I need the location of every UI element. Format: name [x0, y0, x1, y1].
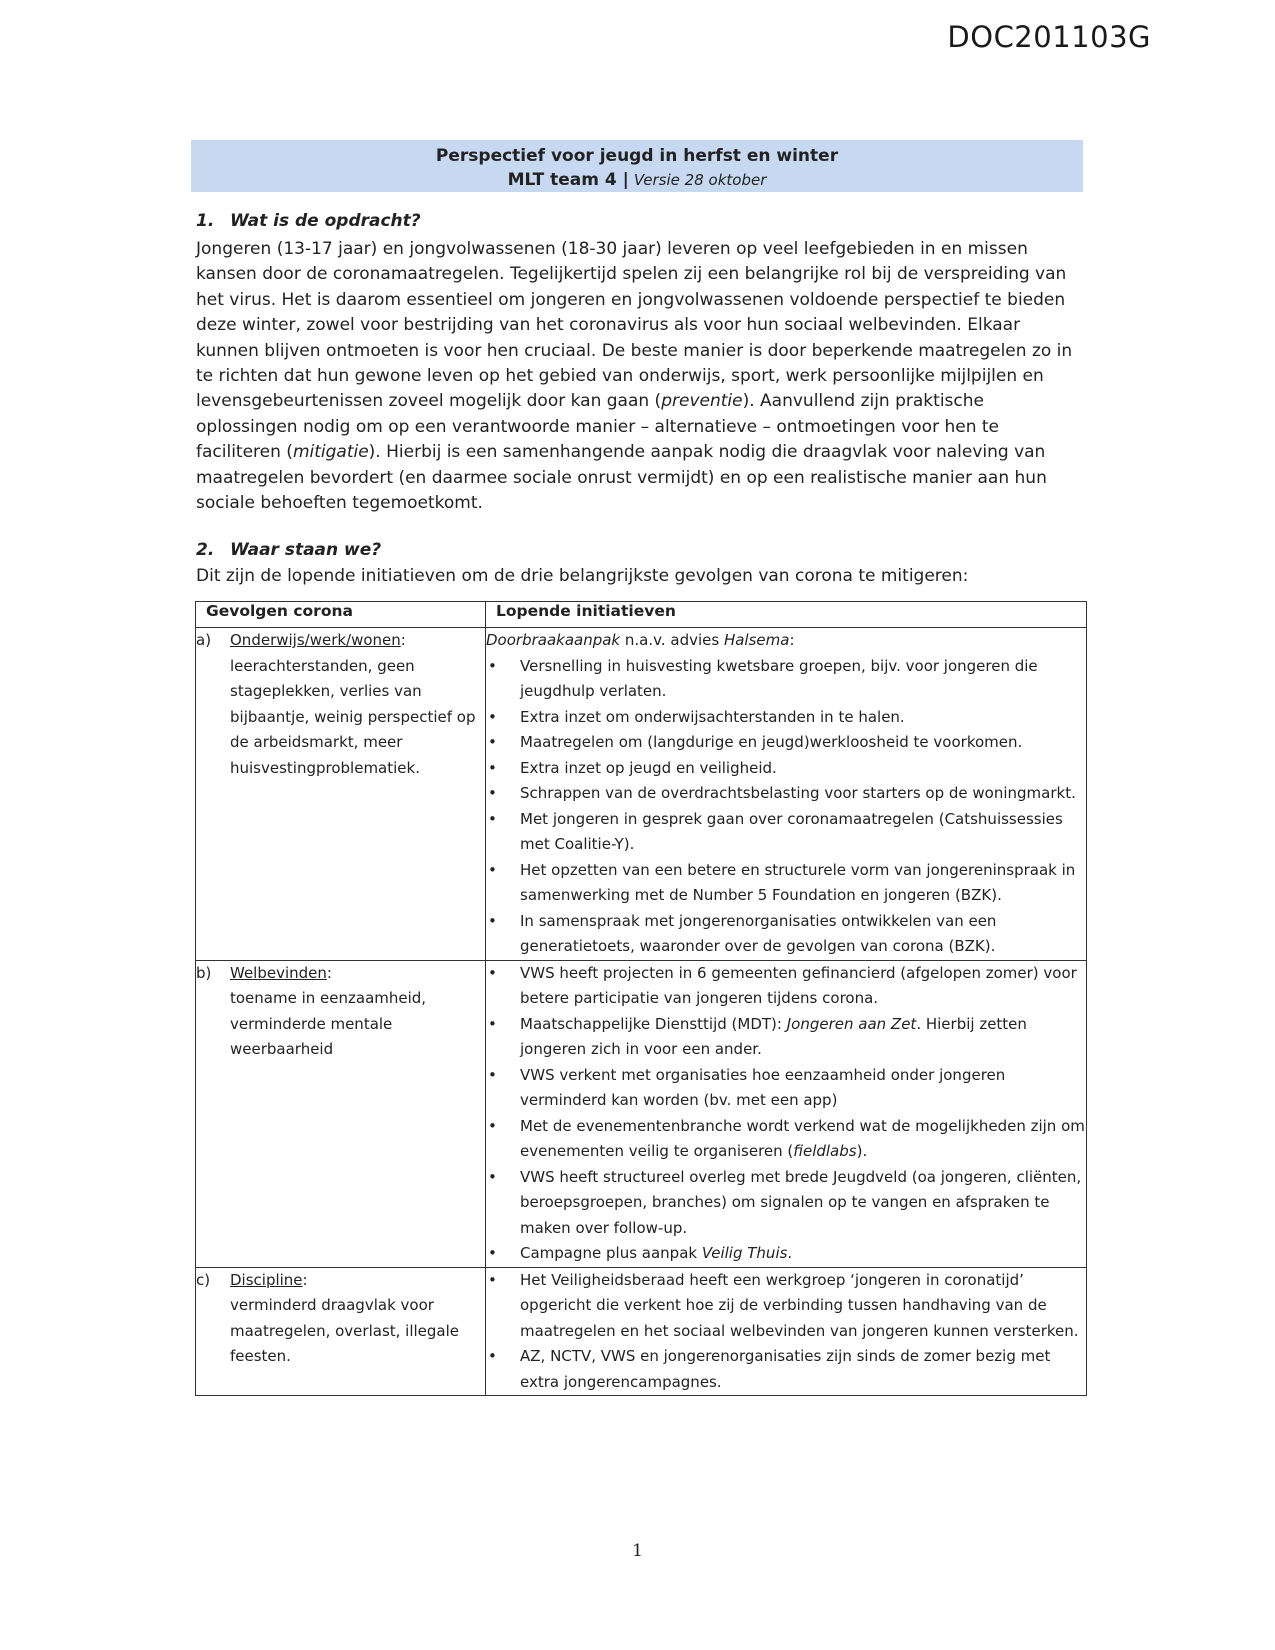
- list-item: • VWS verkent met organisaties hoe eenzaamheid onder jongeren verminderd kan worden (bv. met een app): [486, 1063, 1086, 1114]
- list-item: • VWS heeft structureel overleg met brede Jeugdveld (oa jongeren, cliënten, beroepsgroepen, branches) om signalen op te vangen en afspraken te maken over follow-up.: [486, 1165, 1086, 1242]
- list-item: • Schrappen van de overdrachtsbelasting voor starters op de woningmarkt.: [486, 781, 1086, 807]
- paragraph-text: ). Aanvullend zijn praktische oplossingen nodig om op een verantwoorde manier – alternatieve – ontmoetingen voor hen te faciliteren (: [196, 391, 1000, 463]
- category-title: Welbevinden: [230, 963, 327, 982]
- section-1-title: Wat is de opdracht?: [230, 211, 421, 231]
- team-label: MLT team 4 |: [507, 170, 629, 190]
- list-item: • Extra inzet om onderwijsachterstanden in te halen.: [486, 705, 1086, 731]
- row-letter: a): [196, 631, 212, 649]
- intro-text: n.a.v. advies: [620, 631, 724, 649]
- list-item: • Versnelling in huisvesting kwetsbare groepen, bijv. voor jongeren die jeugdhulp verlaten.: [486, 654, 1086, 705]
- intro-emphasis: Doorbraakaanpak: [486, 631, 621, 649]
- consequence-cell: [196, 1267, 486, 1396]
- consequence-cell: [196, 960, 486, 1267]
- section-2-number: 2.: [196, 540, 215, 560]
- section-2-intro: Dit zijn de lopende initiatieven om de drie belangrijkste gevolgen van corona te mitigeren:: [196, 566, 969, 586]
- category-description: leerachterstanden, geen stageplekken, verlies van bijbaantje, weinig perspectief op de arbeidsmarkt, meer huisvestingproblematiek.: [230, 656, 476, 777]
- initiatives-cell: [486, 1267, 1087, 1396]
- column-header-initiatives: Lopende initiatieven: [486, 602, 1087, 628]
- list-item: • VWS heeft projecten in 6 gemeenten gefinancierd (afgelopen zomer) voor betere participatie van jongeren tijdens corona.: [486, 961, 1086, 1012]
- list-item: • Maatregelen om (langdurige en jeugd)werkloosheid te voorkomen.: [486, 730, 1086, 756]
- category-colon: :: [400, 631, 406, 649]
- table-row: [196, 1267, 1087, 1396]
- category-title: Onderwijs/werk/wonen: [230, 631, 401, 649]
- initiatives-intro: [486, 628, 1086, 654]
- section-2-title: Waar staan we?: [230, 540, 382, 560]
- category-colon: :: [302, 1270, 308, 1289]
- list-item: • In samenspraak met jongerenorganisaties ontwikkelen van een generatietoets, waaronder over de gevolgen van corona (BZK).: [486, 909, 1086, 960]
- document-title: Perspectief voor jeugd in herfst en winter: [435, 146, 839, 166]
- consequence-cell: [196, 628, 486, 961]
- list-item: • Campagne plus aanpak Veilig Thuis.: [486, 1241, 1086, 1267]
- category-colon: :: [326, 963, 332, 982]
- category-description: toename in eenzaamheid, verminderde mentale weerbaarheid: [230, 989, 427, 1058]
- initiatives-list: [486, 1268, 1086, 1396]
- paragraph-emphasis: mitigatie: [292, 442, 369, 463]
- section-1-number: 1.: [196, 211, 215, 231]
- list-item: • Met de evenementenbranche wordt verkend wat de mogelijkheden zijn om evenementen veilig te organiseren (fieldlabs).: [486, 1114, 1086, 1165]
- row-letter: b): [196, 963, 212, 982]
- section-1-paragraph: [196, 237, 1086, 516]
- version-label: Versie 28 oktober: [633, 171, 767, 189]
- title-banner: [191, 140, 1083, 192]
- initiatives-table: [195, 601, 1087, 1396]
- list-item: • Het Veiligheidsberaad heeft een werkgroep ‘jongeren in coronatijd’ opgericht die verkent hoe zij de verbinding tussen handhaving van de maatregelen en het sociaal welbevinden van jongeren kunnen versterken.: [486, 1268, 1086, 1345]
- paragraph-text: ). Hierbij is een samenhangende aanpak nodig die draagvlak voor naleving van maatregelen bevordert (en daarmee sociale onrust vermijdt) en op een realistische manier aan hun sociale behoeften tegemoetkomt.: [196, 442, 1047, 514]
- paragraph-emphasis: preventie: [661, 391, 743, 412]
- table-row: [196, 628, 1087, 961]
- initiatives-list: [486, 654, 1086, 960]
- list-item: • Het opzetten van een betere en structurele vorm van jongereninspraak in samenwerking met de Number 5 Foundation en jongeren (BZK).: [486, 858, 1086, 909]
- initiatives-list: [486, 961, 1086, 1267]
- category-title: Discipline: [230, 1270, 303, 1289]
- intro-emphasis: Halsema: [723, 631, 790, 649]
- list-item: • AZ, NCTV, VWS en jongerenorganisaties zijn sinds de zomer bezig met extra jongerencampagnes.: [486, 1344, 1086, 1395]
- initiatives-cell: [486, 960, 1087, 1267]
- row-letter: c): [196, 1270, 211, 1289]
- document-id: DOC201103G: [947, 20, 1151, 54]
- intro-text: :: [789, 631, 795, 649]
- section-2-heading: [196, 540, 381, 560]
- document-subtitle: [191, 168, 1083, 192]
- list-item: • Met jongeren in gesprek gaan over coronamaatregelen (Catshuissessies met Coalitie-Y).: [486, 807, 1086, 858]
- column-header-consequences: Gevolgen corona: [196, 602, 486, 628]
- list-item: • Extra inzet op jeugd en veiligheid.: [486, 756, 1086, 782]
- list-item: • Maatschappelijke Diensttijd (MDT): Jongeren aan Zet. Hierbij zetten jongeren zich in voor een ander.: [486, 1012, 1086, 1063]
- section-1-heading: [196, 211, 421, 231]
- table-header-row: [196, 602, 1087, 628]
- table-row: [196, 960, 1087, 1267]
- category-description: verminderd draagvlak voor maatregelen, overlast, illegale feesten.: [230, 1296, 460, 1365]
- page-number: 1: [632, 1541, 643, 1561]
- paragraph-text: Jongeren (13-17 jaar) en jongvolwassenen (18-30 jaar) leveren op veel leefgebieden in en missen kansen door de coronamaatregelen. Tegelijkertijd spelen zij een belangrijke rol bij de verspreiding van het virus. Het is daarom essentieel om jongeren en jongvolwassenen voldoende perspectief te bieden deze winter, zowel voor bestrijding van het coronavirus als voor hun sociaal welbevinden. Elkaar kunnen blijven ontmoeten is voor hen cruciaal. De beste manier is door beperkende maatregelen zo in te richten dat hun gewone leven op het gebied van onderwijs, sport, werk persoonlijke mijlpijlen en levensgebeurtenissen zoveel mogelijk door kan gaan (: [196, 239, 1073, 412]
- initiatives-cell: [486, 628, 1087, 961]
